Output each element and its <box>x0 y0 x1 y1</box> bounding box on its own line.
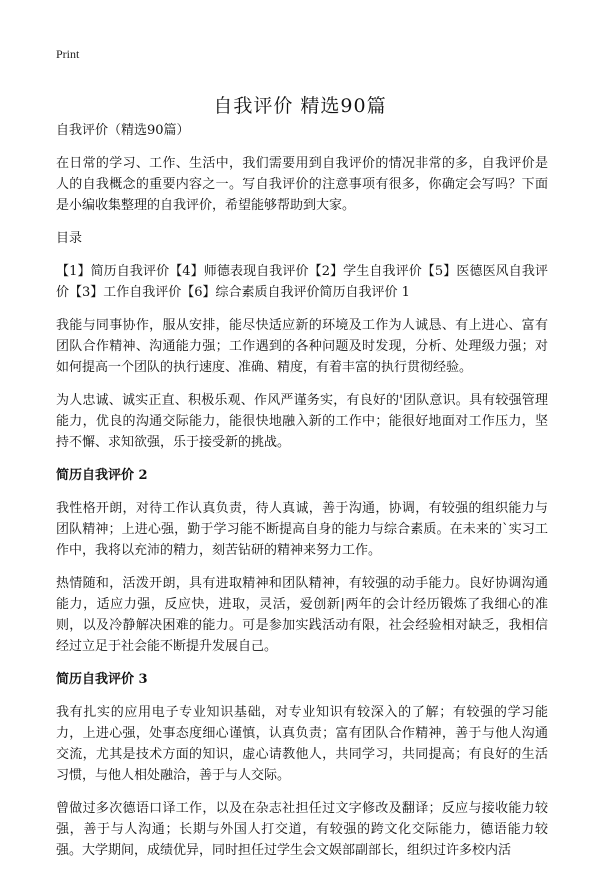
section-1-paragraph-1: 我能与同事协作，服从安排，能尽快适应新的环境及工作为人诚恳、有上进心、富有团队合作精神、沟通能力强；工作遇到的各种问题及时发现，分析、处理级力强；对如何提高一个团队的执行速度、准确、精度，有着丰富的执行贯彻经验。 <box>56 318 548 375</box>
toc-text: 【1】简历自我评价【4】师德表现自我评价【2】学生自我评价【5】医德医风自我评价【3】工作自我评价【6】综合素质自我评价简历自我评价 1 <box>56 264 548 300</box>
section-3-heading: 简历自我评价 3 <box>56 672 148 687</box>
intro-paragraph: 在日常的学习、工作、生活中，我们需要用到自我评价的情况非常的多，自我评价是人的自我概念的重要内容之一。写自我评价的注意事项有很多，你确定会写吗？下面是小编收集整理的自我评价，希望能够帮助到大家。 <box>56 156 548 213</box>
section-2-paragraph-1: 我性格开朗，对待工作认真负责，待人真诚，善于沟通，协调，有较强的组织能力与团队精神；上进心强，勤于学习能不断提高自身的能力与综合素质。在未来的`实习工作中，我将以充沛的精力，刻苦钻研的精神来努力工作。 <box>56 501 548 558</box>
section-3-paragraph-2: 曾做过多次德语口译工作，以及在杂志社担任过文字修改及翻译；反应与接收能力较强，善于与人沟通；长期与外国人打交道，有较强的跨文化交际能力，德语能力较强。大学期间，成绩优异，同时担任过学生会文娱部副部长，组织过许多校内活 <box>56 801 548 858</box>
section-2-heading: 简历自我评价 2 <box>56 468 148 483</box>
section-2-paragraph-2: 热情随和，活泼开朗，具有进取精神和团队精神，有较强的动手能力。良好协调沟通能力，适应力强，反应快，进取，灵活，爱创新|两年的会计经历锻炼了我细心的准则，以及冷静解决困难的能力。可是参加实践活动有限，社会经验相对缺乏，我相信经过立足于社会能不断提升发展自己。 <box>56 576 548 654</box>
page-title: 自我评价 精选90篇 <box>213 94 387 117</box>
toc-heading: 目录 <box>56 231 83 246</box>
section-1-paragraph-2: 为人忠诚、诚实正直、积极乐观、作风严谨务实，有良好的'团队意识。具有较强管理能力，优良的沟通交际能力，能很快地融入新的工作中；能很好地面对工作压力，坚持不懈、求知欲强，乐于接受新的挑战。 <box>56 393 548 450</box>
print-label[interactable]: Print <box>56 47 80 61</box>
document-body <box>56 120 548 873</box>
subtitle: 自我评价（精选90篇） <box>56 123 190 138</box>
section-3-paragraph-1: 我有扎实的应用电子专业知识基础，对专业知识有较深入的了解；有较强的学习能力，上进心强，处事态度细心谨慎，认真负责；富有团队合作精神，善于与他人沟通交流，尤其是技术方面的知识，虚心请教他人，共同学习，共同提高；有良好的生活习惯，与他人相处融洽，善于与人交际。 <box>56 705 548 783</box>
